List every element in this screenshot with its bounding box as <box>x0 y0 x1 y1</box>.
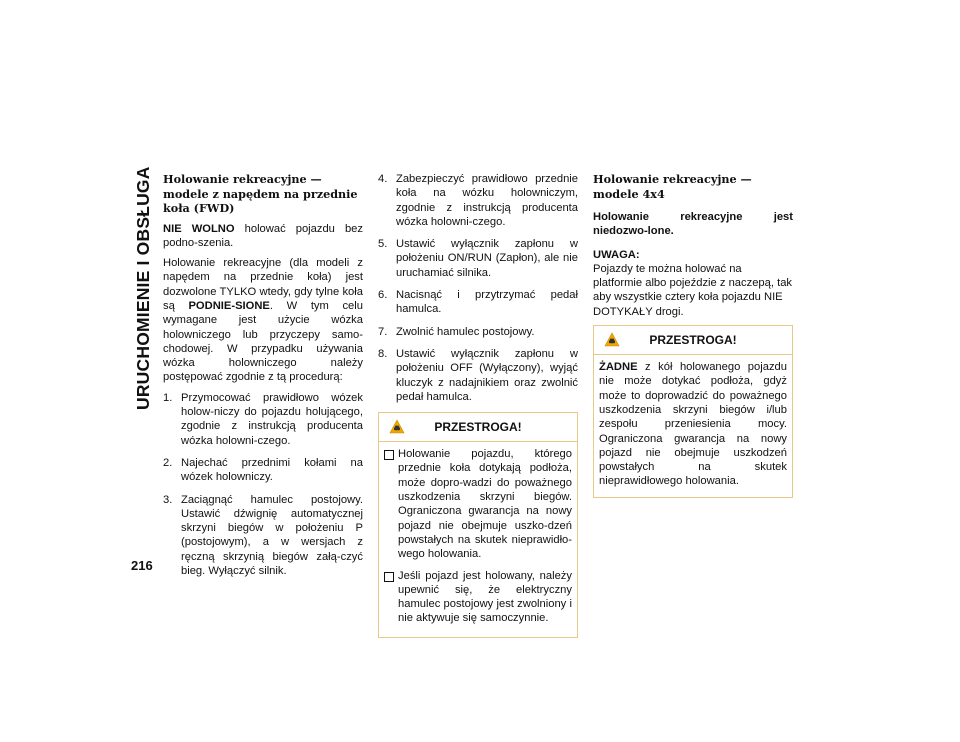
bullet-box-icon <box>384 572 394 582</box>
note-label: UWAGA: <box>593 248 640 261</box>
page-number: 216 <box>131 558 153 573</box>
procedure-steps-1 <box>163 391 363 579</box>
paragraph-not-allowed: Holowanie rekreacyjne jest niedozwo-lone. <box>593 211 793 238</box>
warning-box-fwd <box>378 412 578 638</box>
list-item: 7. Zwolnić hamulec postojowy. <box>378 325 535 338</box>
section-heading-4x4: Holowanie rekreacyjne — modele 4x4 <box>593 172 752 201</box>
warning-box-4x4 <box>593 325 793 498</box>
warning-title: PRZESTROGA! <box>649 333 737 348</box>
list-item: Jeśli pojazd jest holowany, należy upewnić się, że elektryczny hamulec postojowy jest zwolniony i nie aktywuje się samoczynnie. <box>384 569 572 626</box>
column-1 <box>163 172 363 586</box>
list-item: 8. Ustawić wyłącznik zapłonu w położeniu OFF (Wyłączony), wyjąć kluczyk z nadajnikiem oraz zwolnić pedał hamulca. <box>378 347 578 403</box>
list-item: 5. Ustawić wyłącznik zapłonu w położeniu ON/RUN (Zapłon), ale nie uruchamiać silnika. <box>378 238 578 279</box>
paragraph-fwd-towing: Holowanie rekreacyjne (dla modeli z napędem na przednie koła) jest dozwolone TYLKO wtedy, gdy tylne koła są PODNIE-SIONE. W tym celu wymagane jest użycie wózka holowniczego lub przyczepy samo-chodowej. W przypadku używania wózka holowniczego należy postępować zgodnie z tą procedurą: <box>163 257 363 384</box>
warning-header <box>594 326 792 355</box>
column-2 <box>378 172 578 638</box>
list-item: 1. Przymocować prawidłowo wózek holow-niczy do pojazdu holującego, zgodnie z instrukcją producenta wózka holowni-czego. <box>163 391 363 447</box>
section-side-title: URUCHOMIENIE I OBSŁUGA <box>133 166 153 410</box>
list-item: 3. Zaciągnąć hamulec postojowy. Ustawić dźwignię automatycznej skrzyni biegów w położeniu P (postojowym), a w wersjach z ręczną skrzynią biegów załą-czyć bieg. Wyłączyć silnik. <box>163 493 363 578</box>
warning-header <box>379 413 577 442</box>
list-item: Holowanie pojazdu, którego przednie koła dotykają podłoża, może dopro-wadzi do poważnego uszkodzenia skrzyni biegów. Ograniczona gwarancja na nowy pojazd nie obejmuje uszko-dzeń powstałych na skutek nieprawidło-wego holowania. <box>384 447 572 561</box>
list-item: 6. Nacisnąć i przytrzymać pedał hamulca. <box>378 289 578 316</box>
warning-text: ŻADNE z kół holowanego pojazdu nie może dotykać podłoża, gdyż może to doprowadzić do poważnego uszkodzenia skrzyni biegów i/lub zespołu przeniesienia mocy. Ograniczona gwarancja na nowy pojazd nie obejmuje uszkodzeń powstałych na skutek nieprawidłowego holowania. <box>599 361 787 488</box>
bullet-box-icon <box>384 450 394 460</box>
list-item: 4. Zabezpieczyć prawidłowo przednie koła na wózku holowniczym, zgodnie z instrukcją producenta wózka holowni-czego. <box>378 173 578 228</box>
column-3 <box>593 172 793 498</box>
warning-body <box>594 355 792 497</box>
paragraph-no-tow: NIE WOLNO holować pojazdu bez podno-szenia. <box>163 222 363 249</box>
list-item: 2. Najechać przednimi kołami na wózek holowniczy. <box>163 456 363 484</box>
section-heading-fwd: Holowanie rekreacyjne — modele z napędem na przednie koła (FWD) <box>163 172 358 215</box>
note-text: Pojazdy te można holować na platformie albo pojeździe z naczepą, tak aby wszystkie cztery koła pojazdu NIE DOTYKAŁY drogi. <box>593 262 793 318</box>
warning-body <box>379 442 577 637</box>
procedure-steps-2 <box>378 172 578 404</box>
warning-title: PRZESTROGA! <box>434 420 522 435</box>
